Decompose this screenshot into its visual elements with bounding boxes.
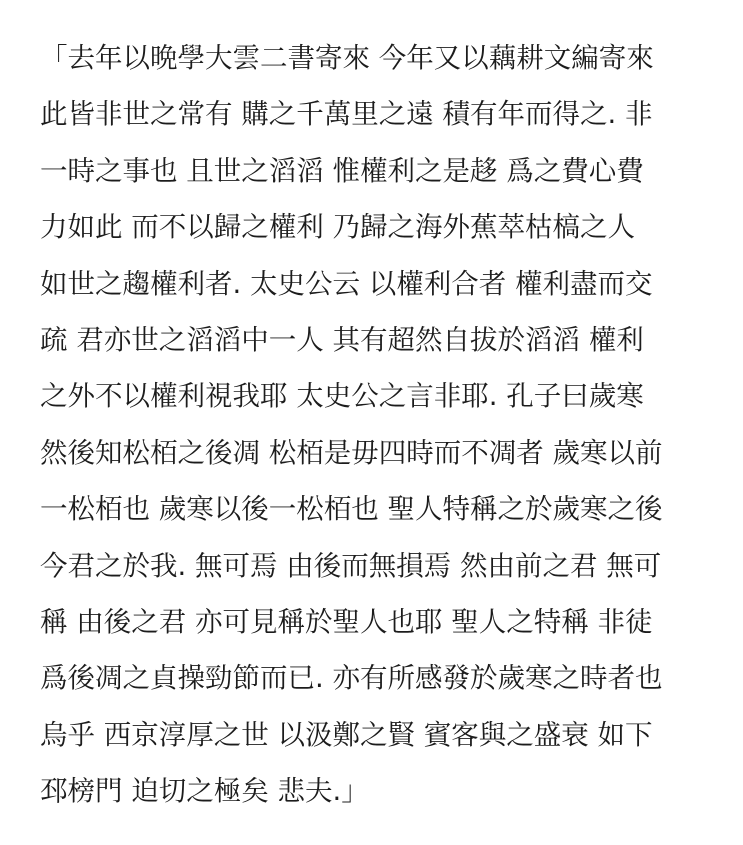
text-line-10: 今君之於我. 無可焉 由後而無損焉 然由前之君 無可 bbox=[40, 549, 662, 582]
document-text bbox=[40, 30, 730, 819]
text-line-7: 之外不以權利視我耶 太史公之言非耶. 孔子曰歲寒 bbox=[40, 380, 644, 413]
text-line-1: 「去年以晩學大雲二書寄來 今年又以藕耕文編寄來 bbox=[40, 42, 654, 74]
text-line-6: 疏 君亦世之滔滔中一人 其有超然自拔於滔滔 權利 bbox=[40, 323, 644, 356]
text-line-5: 如世之趨權利者. 太史公云 以權利合者 權利盡而交 bbox=[40, 267, 653, 300]
text-line-2: 此皆非世之常有 購之千萬里之遠 積有年而得之. 非 bbox=[40, 98, 653, 131]
text-line-3: 一時之事也 且世之滔滔 惟權利之是趍 爲之費心費 bbox=[40, 154, 644, 187]
text-line-9: 一松栢也 歲寒以後一松栢也 聖人特稱之於歲寒之後 bbox=[40, 493, 663, 526]
text-line-14: 邳榜門 迫切之極矣 悲夫.」 bbox=[40, 775, 369, 808]
text-line-13: 烏乎 西京淳厚之世 以汲鄭之賢 賓客與之盛衰 如下 bbox=[40, 718, 653, 751]
text-line-12: 爲後凋之貞操勁節而已. 亦有所感發於歲寒之時者也 bbox=[40, 662, 663, 695]
text-line-4: 力如此 而不以歸之權利 乃歸之海外蕉萃枯槁之人 bbox=[40, 211, 635, 244]
text-line-11: 稱 由後之君 亦可見稱於聖人也耶 聖人之特稱 非徒 bbox=[40, 605, 653, 638]
text-line-8: 然後知松栢之後凋 松栢是毋四時而不凋者 歲寒以前 bbox=[40, 436, 663, 469]
